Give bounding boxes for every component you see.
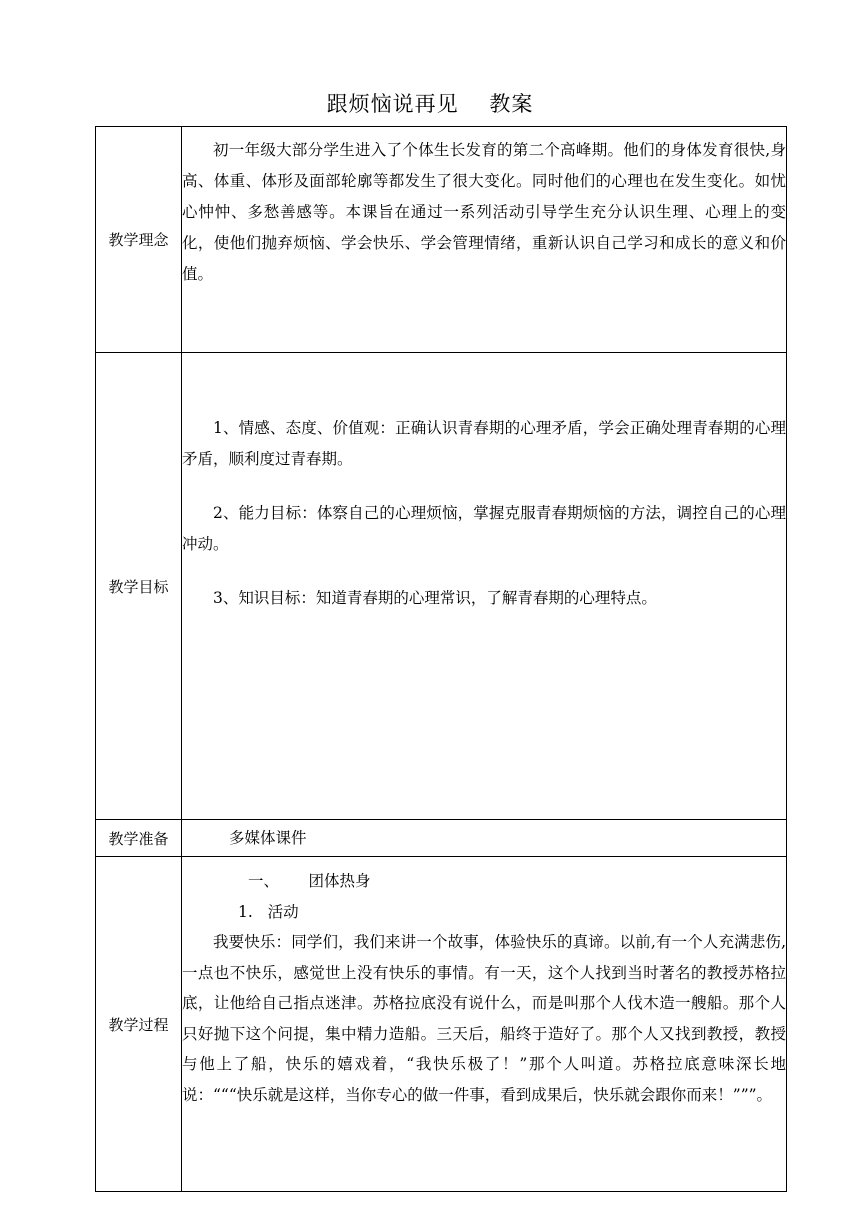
process-heading-warmup: 一、 团体热身 xyxy=(248,872,371,890)
lesson-plan-table xyxy=(95,126,787,1192)
label-teaching-idea: 教学理念 xyxy=(96,127,182,353)
content-teaching-prep: 多媒体课件 xyxy=(182,820,787,857)
label-teaching-process: 教学过程 xyxy=(96,857,182,1192)
content-teaching-process xyxy=(182,857,787,1192)
row-teaching-goals xyxy=(96,353,787,820)
content-teaching-idea xyxy=(182,127,787,353)
label-teaching-prep: 教学准备 xyxy=(96,820,182,857)
process-story-text: 我要快乐：同学们，我们来讲一个故事，体验快乐的真谛。以前,有一个人充满悲伤,一点也不快乐，感觉世上没有快乐的事情。有一天，这个人找到当时著名的教授苏格拉底，让他给自己指点迷津。苏格拉底没有说什么，而是叫那个人伐木造一艘船。那个人只好抛下这个问提，集中精力造船。三天后，船终于造好了。那个人又找到教授，教授与他上了船，快乐的嬉戏着，“我快乐极了！”那个人叫道。苏格拉底意味深长地说：“““快乐就是这样，当你专心的做一件事，看到成果后，快乐就会跟你而来！”””。 xyxy=(182,933,786,1104)
document-title: 跟烦恼说再见 教案 xyxy=(326,92,534,116)
process-heading-activity: 1. 活动 xyxy=(238,902,299,921)
row-teaching-process xyxy=(96,857,787,1192)
row-teaching-prep xyxy=(96,820,787,857)
row-teaching-idea xyxy=(96,127,787,353)
goal-item-knowledge: 3、知识目标：知道青春期的心理常识，了解青春期的心理特点。 xyxy=(213,589,657,607)
content-teaching-goals xyxy=(182,353,787,820)
goal-item-emotion: 1、情感、态度、价值观：正确认识青春期的心理矛盾，学会正确处理青春期的心理矛盾，顺利度过青春期。 xyxy=(182,419,786,468)
goal-item-ability: 2、能力目标：体察自己的心理烦恼，掌握克服青春期烦恼的方法，调控自己的心理冲动。 xyxy=(182,504,786,553)
teaching-idea-text: 初一年级大部分学生进入了个体生长发育的第二个高峰期。他们的身体发育很快,身高、体重、体形及面部轮廓等都发生了很大变化。同时他们的心理也在发生变化。如忧心忡忡、多愁善感等。本课旨在通过一系列活动引导学生充分认识生理、心理上的变化，使他们抛弃烦恼、学会快乐、学会管理情绪，重新认识自己学习和成长的意义和价值。 xyxy=(182,141,786,283)
label-teaching-goals: 教学目标 xyxy=(96,353,182,820)
